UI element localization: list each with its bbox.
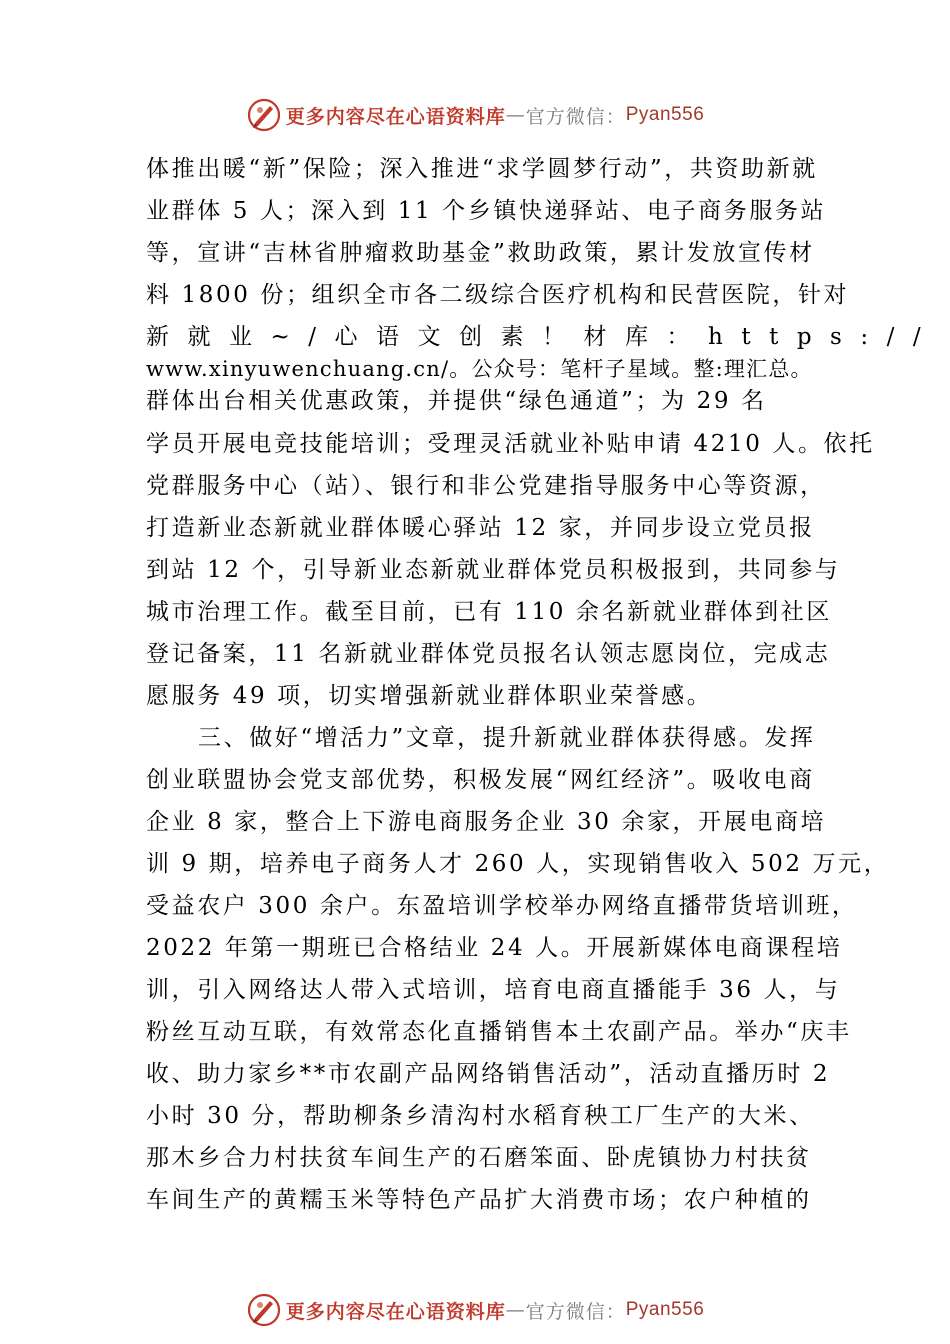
text-line: 业群体 5 人；深入到 11 个乡镇快递驿站、电子商务服务站	[146, 198, 827, 224]
text-line: 学员开展电竞技能培训；受理灵活就业补贴申请 4210 人。依托	[146, 431, 875, 457]
text-line: 创业联盟协会党支部优势，积极发展“网红经济”。吸收电商	[146, 767, 815, 793]
text-line: 车间生产的黄糯玉米等特色产品扩大消费市场；农户种植的	[146, 1187, 812, 1213]
text-line: 训，引入网络达人带入式培训，培育电商直播能手 36 人，与	[146, 977, 841, 1003]
text-line: 愿服务 49 项，切实增强新就业群体职业荣誉感。	[146, 683, 713, 709]
text-line: 受益农户 300 余户。东盈培训学校举办网络直播带货培训班，	[146, 893, 858, 919]
text-line: 党群服务中心（站）、银行和非公党建指导服务中心等资源，	[146, 473, 826, 499]
text-line: 企业 8 家，整合上下游电商服务企业 30 余家，开展电商培	[146, 809, 827, 835]
text-line: 体推出暖“新”保险；深入推进“求学圆梦行动”，共资助新就	[146, 156, 818, 182]
watermark-separator: —	[505, 104, 526, 126]
text-line: 2022 年第一期班已合格结业 24 人。开展新媒体电商课程培	[146, 935, 843, 961]
watermark-separator: —	[505, 1299, 526, 1321]
embedded-ad-line: www.xinyuwenchuang.cn/。公众号：笔杆子星域。整:理汇总。	[146, 357, 813, 381]
text-line: 收、助力家乡**市农副产品网络销售活动”，活动直播历时 2	[146, 1061, 831, 1087]
text-line: 城市治理工作。截至目前，已有 110 余名新就业群体到社区	[146, 599, 832, 625]
text-line: 群体出台相关优惠政策，并提供“绿色通道”；为 29 名	[146, 388, 767, 414]
text-line: 粉丝互动互联，有效常态化直播销售本土农副产品。举办“庆丰	[146, 1019, 852, 1045]
text-line: 打造新业态新就业群体暖心驿站 12 家，并同步设立党员报	[146, 515, 815, 541]
embedded-ad-line: 新就业~/心语文创素！材库：https://	[146, 324, 940, 350]
footer-watermark	[0, 1288, 950, 1332]
pen-logo-icon	[246, 97, 282, 133]
text-line: 那木乡合力村扶贫车间生产的石磨笨面、卧虎镇协力村扶贫	[146, 1145, 812, 1171]
text-line: 到站 12 个，引导新业态新就业群体党员积极报到，共同参与	[146, 557, 841, 583]
watermark-wechat-id: Pyan556	[625, 104, 705, 125]
text-line: 登记备案，11 名新就业群体党员报名认领志愿岗位，完成志	[146, 641, 831, 667]
text-line: 等，宣讲“吉林省肿瘤救助基金”救助政策，累计发放宣传材	[146, 240, 815, 266]
watermark-official-label: 官方微信：	[525, 1300, 626, 1323]
pen-logo-icon	[246, 1292, 282, 1328]
watermark-wechat-id: Pyan556	[625, 1299, 705, 1320]
watermark-official-label: 官方微信：	[525, 105, 626, 128]
watermark-main-text: 更多内容尽在心语资料库	[285, 1300, 506, 1323]
section-heading-line: 三、做好“增活力”文章，提升新就业群体获得感。发挥	[198, 725, 816, 751]
text-line: 训 9 期，培养电子商务人才 260 人，实现销售收入 502 万元，	[146, 851, 890, 877]
watermark-main-text: 更多内容尽在心语资料库	[285, 105, 506, 128]
text-line: 小时 30 分，帮助柳条乡清沟村水稻育秧工厂生产的大米、	[146, 1103, 815, 1129]
header-watermark	[0, 93, 950, 137]
text-line: 料 1800 份；组织全市各二级综合医疗机构和民营医院，针对	[146, 282, 850, 308]
